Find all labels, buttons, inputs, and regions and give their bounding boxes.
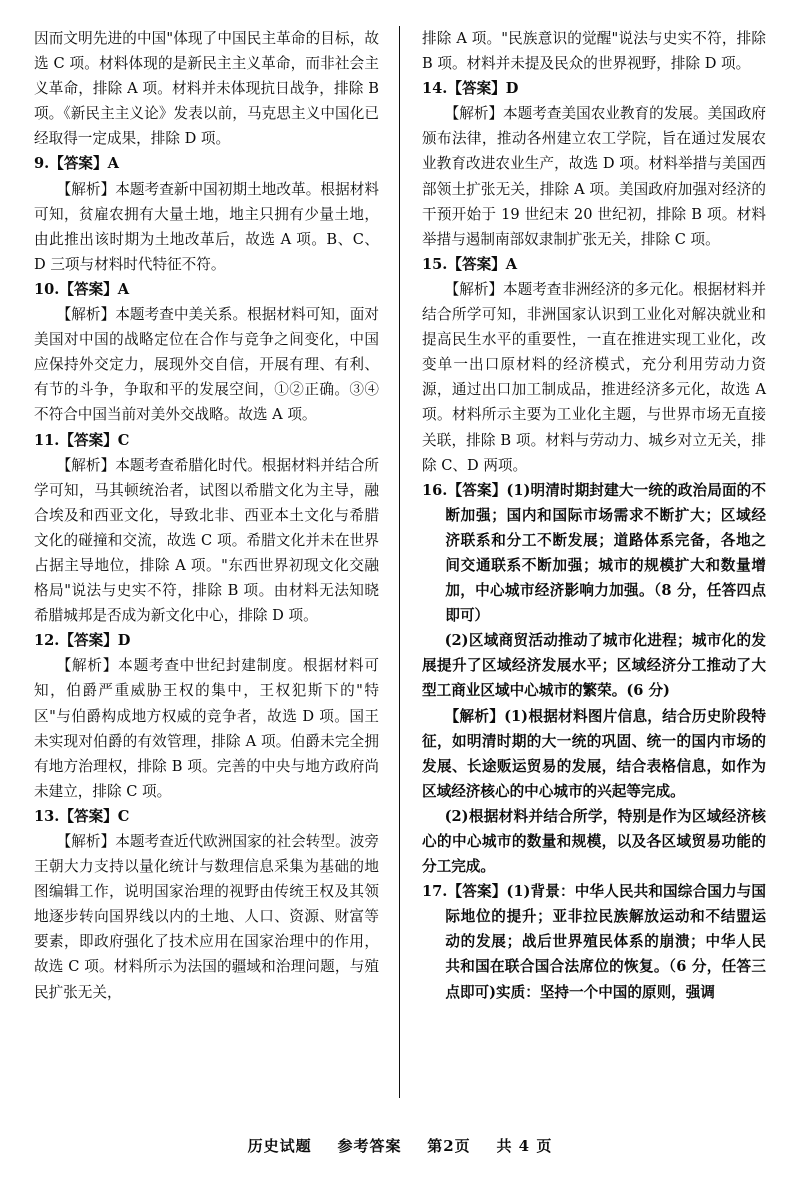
explanation-14: 【解析】本题考查美国农业教育的发展。美国政府颁布法律，推动各州建立农工学院，旨在通过发展农业教育改进农业生产，故选 D 项。材料举措与美国西部领土扩张无关，排除 A 项。美国政府加强对经济的干预开始于 19 世纪末 20 世纪初，排除 B 项。材料举措与遏制南部奴隶制扩张无关，排除 C 项。	[422, 105, 766, 248]
answer-heading-11: 11.【答案】C	[34, 431, 130, 449]
explanation-15: 【解析】本题考查非洲经济的多元化。根据材料并结合所学可知，非洲国家认识到工业化对解决就业和提高民生水平的重要性，一直在推进实现工业化，改变单一出口原材料的经济模式，充分利用劳动力资源，通过出口加工制成品，推进经济多元化，故选 A 项。材料所示主要为工业化主题，与世界市场无直接关联，排除 B 项。材料与劳动力、城乡对立无关，排除 C、D 两项。	[422, 280, 766, 474]
answer-heading-14: 14.【答案】D	[422, 80, 519, 98]
explanation-12: 【解析】本题考查中世纪封建制度。根据材料可知，伯爵严重威胁王权的集中，王权犯斯下的"特区"与伯爵构成地方权威的竞争者，故选 D 项。国王未实现对伯爵的有效管理，排除 A 项。伯爵未完全拥有地方治理权，排除 B 项。完善的中央与地方政府尚未建立，排除 C 项。	[34, 657, 379, 800]
footer-page-number: 第2页	[427, 1137, 471, 1155]
explanation-16-part1: 【解析】(1)根据材料图片信息，结合历史阶段特征，如明清时期的大一统的巩固、统一的国内市场的发展、长途贩运贸易的发展，结合表格信息，如作为区域经济核心的中心城市的兴起等完成。	[422, 707, 766, 800]
right-column	[400, 26, 766, 1098]
paragraph: 排除 A 项。"民族意识的觉醒"说法与史实不符，排除 B 项。材料并未提及民众的世界视野，排除 D 项。	[422, 30, 766, 73]
explanation-9: 【解析】本题考查新中国初期土地改革。根据材料可知，贫雇农拥有大量土地，地主只拥有少量土地，由此推出该时期为土地改革后，故选 A 项。B、C、D 三项与材料时代特征不符。	[34, 180, 379, 273]
explanation-13: 【解析】本题考查近代欧洲国家的社会转型。波旁王朝大力支持以量化统计与数理信息采集为基础的地图编辑工作，说明国家治理的视野由传统王权及其领地逐步转向国界线以内的土地、人口、资源、财富等要素，即政府强化了技术应用在国家治理中的作用，故选 C 项。材料所示为法国的疆域和治理问题，与殖民扩张无关，	[34, 833, 379, 1001]
footer-answer-label: 参考答案	[337, 1137, 402, 1155]
footer-total-pages: 共 4 页	[496, 1137, 553, 1155]
answer-heading-13: 13.【答案】C	[34, 807, 130, 825]
answer-heading-15: 15.【答案】A	[422, 255, 518, 273]
explanation-11: 【解析】本题考查希腊化时代。根据材料并结合所学可知，马其顿统治者，试图以希腊文化为主导，融合埃及和西亚文化，导致北非、西亚本土文化与希腊文化的碰撞和交流，故选 C 项。希腊文化并未在世界占据主导地位，排除 A 项。"东西世界初现文化交融格局"说法与史实不符，排除 B 项。由材料无法知晓希腊城邦是否成为新文化中心，排除 D 项。	[34, 456, 379, 625]
answer-heading-12: 12.【答案】D	[34, 632, 131, 650]
answer-heading-10: 10.【答案】A	[34, 280, 130, 298]
explanation-10: 【解析】本题考查中美关系。根据材料可知，面对美国对中国的战略定位在合作与竞争之间变化，中国应保持外交定力，展现外交自信，开展有理、有利、有节的斗争，争取和平的发展空间，①②正确。③④不符合中国当前对美外交战略。故选 A 项。	[34, 306, 379, 424]
answer-heading-16: 16.【答案】(1)明清时期封建大一统的政治局面的不断加强；国内和国际市场需求不断扩大；区域经济联系和分工不断发展；道路体系完备，各地之间交通联系不断加强；城市的规模扩大和数量增加，中心城市经济影响力加强。（8 分，任答四点即可）	[422, 481, 766, 625]
answer-heading-17: 17.【答案】(1)背景：中华人民共和国综合国力与国际地位的提升；亚非拉民族解放运动和不结盟运动的发展；战后世界殖民体系的崩溃；中华人民共和国在联合国合法席位的恢复。（6 分，任答三点即可)实质：坚持一个中国的原则，强调	[422, 883, 766, 1001]
footer-subject: 历史试题	[247, 1137, 312, 1155]
two-column-body	[34, 26, 766, 1098]
answer-heading-9: 9.【答案】A	[34, 155, 119, 173]
paragraph: 因而文明先进的中国"体现了中国民主革命的目标，故选 C 项。材料体现的是新民主主义革命，而非社会主义革命，排除 A 项。材料并未体现抗日战争，排除 B 项。《新民主主义论》发表以前，马克思主义中国化已经取得一定成果，排除 D 项。	[34, 30, 379, 148]
page-footer	[0, 1135, 800, 1156]
left-column	[34, 26, 400, 1098]
answer-16-part2: (2)区域商贸活动推动了城市化进程；城市化的发展提升了区域经济发展水平；区域经济分工推动了大型工商业区域中心城市的繁荣。(6 分)	[422, 632, 766, 700]
explanation-16-part2: (2)根据材料并结合所学，特别是作为区域经济核心的中心城市的数量和规模，以及各区域贸易功能的分工完成。	[422, 807, 766, 876]
